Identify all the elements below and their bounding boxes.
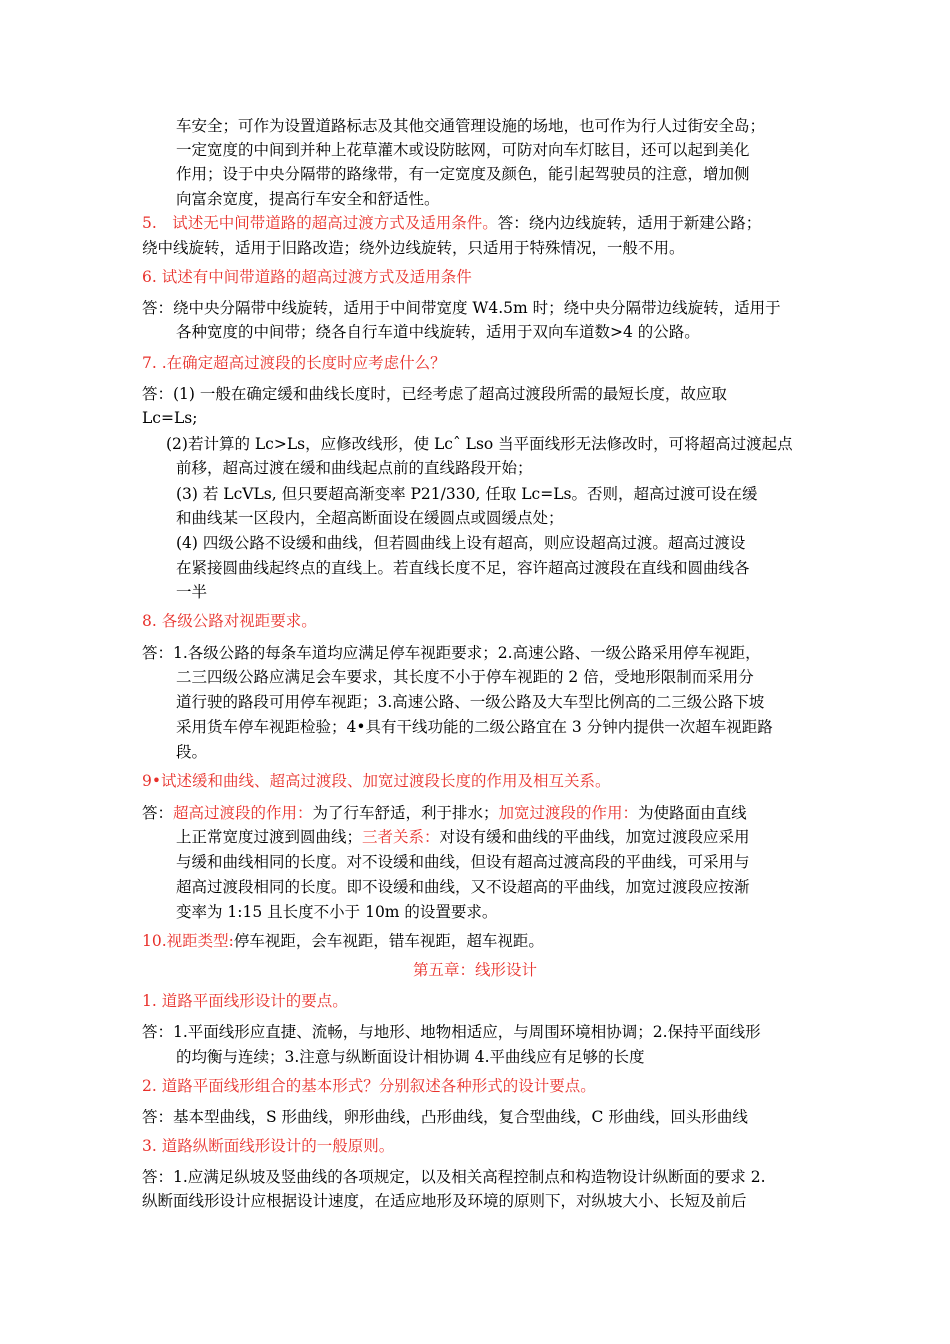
text-line: 纵断面线形设计应根据设计速度，在适应地形及环境的原则下，对纵坡大小、长短及前后 <box>142 1192 747 1210</box>
text-line: 的均衡与连续；3.注意与纵断面设计相协调 4.平曲线应有足够的长度 <box>176 1048 645 1066</box>
question-heading: 7. .在确定超高过渡段的长度时应考虑什么？ <box>142 354 446 372</box>
text-line: 作用；设于中央分隔带的路缘带，有一定宽度及颜色，能引起驾驶员的注意，增加侧 <box>176 165 750 183</box>
text-line: (4) 四级公路不设缓和曲线，但若圆曲线上设有超高，则应设超高过渡。超高过渡设 <box>176 534 746 552</box>
text-line: 一定宽度的中间到并种上花草灌木或设防眩网，可防对向车灯眩目，还可以起到美化 <box>176 141 750 159</box>
text-line: 车安全；可作为设置道路标志及其他交通管理设施的场地，也可作为行人过街安全岛； <box>176 117 766 135</box>
answer-text: 答：绕内边线旋转，适用于新建公路； <box>497 214 762 232</box>
text-line: 答：1.平面线形应直捷、流畅，与地形、地物相适应，与周围环境相协调；2.保持平面线形 <box>142 1023 761 1041</box>
answer-prefix: 答： <box>142 804 174 822</box>
answer-text: 为了行车舒适，利于排水； <box>312 804 499 822</box>
text-line <box>142 929 544 953</box>
text-line: (3) 若 LcVLs, 但只要超高渐变率 P21/330, 任取 Lc=Ls。否则，超高过渡可设在缓 <box>176 485 758 503</box>
text-line: 在紧接圆曲线起终点的直线上。若直线长度不足，容许超高过渡段在直线和圆曲线各 <box>176 559 750 577</box>
highlight-term: 加宽过渡段的作用： <box>498 804 639 822</box>
text-line: 超高过渡段相同的长度。即不设缓和曲线，又不设超高的平曲线，加宽过渡段应按渐 <box>176 878 750 896</box>
question-heading: 2. 道路平面线形组合的基本形式？分别叙述各种形式的设计要点。 <box>142 1077 596 1095</box>
text-line: 答：1.应满足纵坡及竖曲线的各项规定，以及相关高程控制点和构造物设计纵断面的要求 2. <box>142 1168 766 1186</box>
answer-text: 为使路面由直线 <box>638 804 747 822</box>
text-line: 答：绕中央分隔带中线旋转，适用于中间带宽度 W4.5m 时；绕中央分隔带边线旋转，适用于 <box>142 299 781 317</box>
question-heading: 6. 试述有中间带道路的超高过渡方式及适用条件 <box>142 268 472 286</box>
answer-text: 对设有缓和曲线的平曲线，加宽过渡段应采用 <box>439 828 750 846</box>
text-line: 变率为 1:15 且长度不小于 10m 的设置要求。 <box>176 903 498 921</box>
text-line: 段。 <box>176 743 208 761</box>
text-line: 和曲线某一区段内，全超高断面设在缓圆点或圆缓点处； <box>176 509 564 527</box>
text-line: 绕中线旋转，适用于旧路改造；绕外边线旋转，只适用于特殊情况，一般不用。 <box>142 239 685 257</box>
text-line: (2)若计算的 Lc>Ls，应修改线形，使 Lcˆ Lso 当平面线形无法修改时，可将超高过渡起点 <box>166 435 793 453</box>
chapter-title: 第五章：线形设计 <box>412 961 537 979</box>
text-line: 答：1.各级公路的每条车道均应满足停车视距要求；2.高速公路、一级公路采用停车视距， <box>142 644 761 662</box>
text-line: 答：基本型曲线，S 形曲线，卵形曲线，凸形曲线，复合型曲线，C 形曲线，回头形曲线 <box>142 1108 748 1126</box>
question-heading: 5. 试述无中间带道路的超高过渡方式及适用条件。 <box>142 214 498 232</box>
text-line: 道行驶的路段可用停车视距；3.高速公路、一级公路及大车型比例高的二三级公路下坡 <box>176 693 765 711</box>
question-heading: 8. 各级公路对视距要求。 <box>142 612 317 630</box>
text-line: 答：(1) 一般在确定缓和曲线长度时，已经考虑了超高过渡段所需的最短长度，故应取 <box>142 385 727 403</box>
answer-text: 停车视距，会车视距，错车视距，超车视距。 <box>233 932 544 950</box>
text-line: Lc=Ls; <box>142 409 198 427</box>
text-line: 向富余宽度，提高行车安全和舒适性。 <box>176 190 440 208</box>
text-line: 与缓和曲线相同的长度。对不设缓和曲线，但设有超高过渡高段的平曲线，可采用与 <box>176 853 750 871</box>
text-line: 一半 <box>176 583 208 601</box>
question-heading: 9•试述缓和曲线、超高过渡段、加宽过渡段长度的作用及相互关系。 <box>142 772 611 790</box>
question-heading: 3. 道路纵断面线形设计的一般原则。 <box>142 1137 395 1155</box>
question-line <box>142 211 761 235</box>
answer-text: 上正常宽度过渡到圆曲线； <box>176 828 363 846</box>
highlight-term: 超高过渡段的作用： <box>173 804 313 822</box>
text-line: 前移，超高过渡在缓和曲线起点前的直线路段开始； <box>176 459 533 477</box>
text-line: 各种宽度的中间带；绕各自行车道中线旋转，适用于双向车道数>4 的公路。 <box>176 323 700 341</box>
text-line <box>142 801 747 825</box>
text-line <box>176 825 750 849</box>
question-heading: 10.视距类型: <box>142 932 234 950</box>
text-line: 二三四级公路应满足会车要求，其长度不小于停车视距的 2 倍，受地形限制而采用分 <box>176 668 754 686</box>
highlight-term: 三者关系： <box>362 828 440 846</box>
question-heading: 1. 道路平面线形设计的要点。 <box>142 992 348 1010</box>
text-line: 采用货车停车视距检验；4•具有干线功能的二级公路宜在 3 分钟内提供一次超车视距路 <box>176 718 773 736</box>
